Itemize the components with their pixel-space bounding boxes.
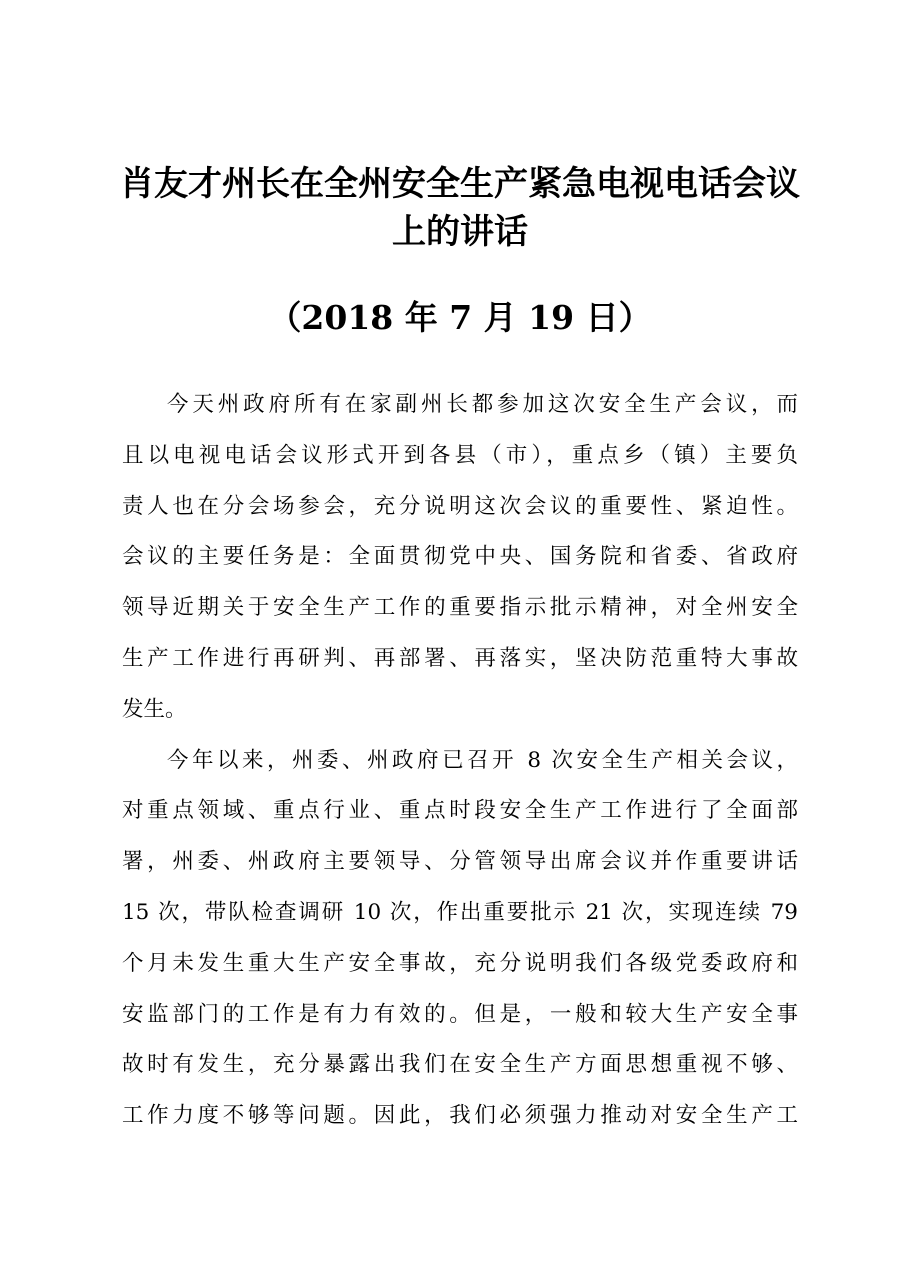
paragraph	[122, 380, 798, 736]
text-line: 会议的主要任务是：全面贯彻党中央、国务院和省委、省政府	[122, 544, 798, 570]
text-line: 发生。	[122, 696, 187, 722]
document-body	[122, 380, 798, 1142]
text-line: 今年以来，州委、州政府已召开 8 次安全生产相关会议，	[167, 747, 798, 773]
text-line: 15 次，带队检查调研 10 次，作出重要批示 21 次，实现连续 79	[122, 899, 798, 925]
text-line: 安监部门的工作是有力有效的。但是，一般和较大生产安全事	[122, 1001, 798, 1027]
text-line: 署，州委、州政府主要领导、分管领导出席会议并作重要讲话	[122, 849, 798, 875]
text-line: 故时有发生，充分暴露出我们在安全生产方面思想重视不够、	[122, 1052, 798, 1078]
text-line: 生产工作进行再研判、再部署、再落实，坚决防范重特大事故	[122, 645, 798, 671]
text-line: 今天州政府所有在家副州长都参加这次安全生产会议，而	[167, 392, 798, 417]
document-title	[110, 160, 810, 256]
paragraph	[122, 736, 798, 1142]
title-line: 肖友才州长在全州安全生产紧急电视电话会议	[120, 164, 800, 204]
text-line: 工作力度不够等问题。因此，我们必须强力推动对安全生产工	[122, 1103, 798, 1129]
title-line: 上的讲话	[392, 212, 528, 252]
text-line: 责人也在分会场参会，充分说明这次会议的重要性、紧迫性。	[122, 493, 798, 519]
text-line: 且以电视电话会议形式开到各县（市），重点乡（镇）主要负	[122, 442, 798, 468]
text-line: 个月未发生重大生产安全事故，充分说明我们各级党委政府和	[122, 950, 798, 976]
document-date: （2018 年 7 月 19 日）	[268, 298, 652, 337]
text-line: 领导近期关于安全生产工作的重要指示批示精神，对全州安全	[122, 595, 798, 621]
text-line: 对重点领域、重点行业、重点时段安全生产工作进行了全面部	[122, 798, 798, 824]
